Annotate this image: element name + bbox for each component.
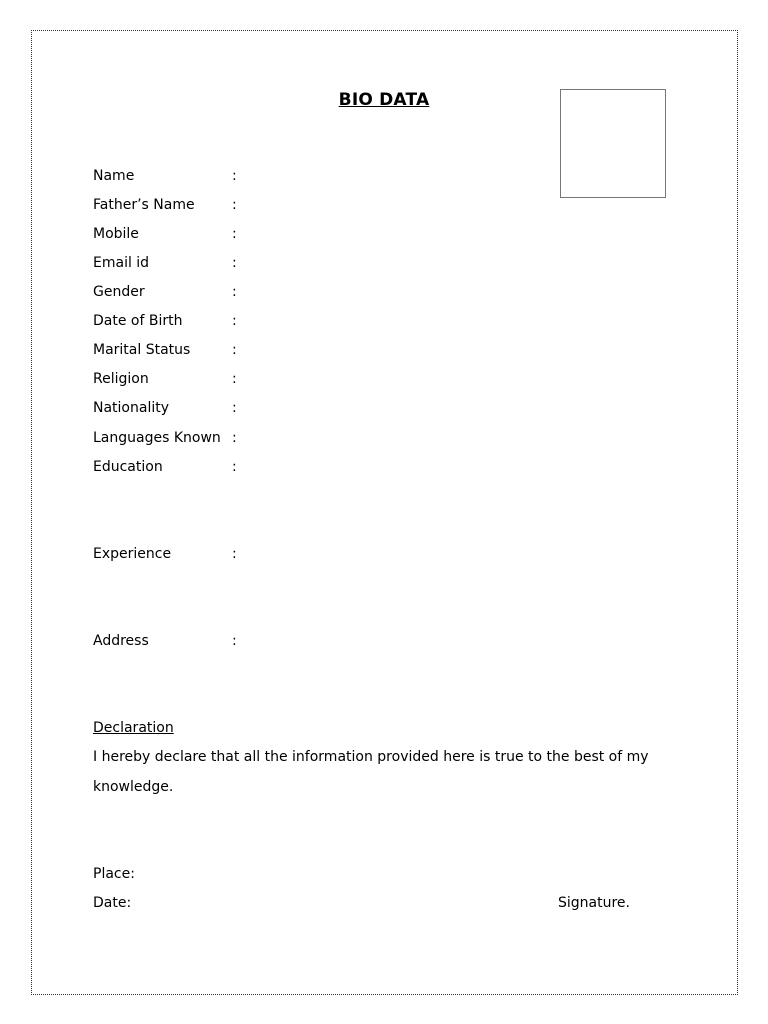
field-label: Father’s Name (93, 197, 195, 213)
field-colon: : (232, 226, 237, 242)
field-colon: : (232, 313, 237, 329)
field-label: Religion (93, 371, 149, 387)
field-label: Education (93, 459, 163, 475)
field-colon: : (232, 197, 237, 213)
field-label: Address (93, 633, 149, 649)
field-colon: : (232, 342, 237, 358)
field-colon: : (232, 430, 237, 446)
field-label: Gender (93, 284, 145, 300)
date-label: Date: (93, 895, 132, 911)
field-colon: : (232, 400, 237, 416)
field-label: Date of Birth (93, 313, 183, 329)
field-label: Email id (93, 255, 150, 271)
field-colon: : (232, 284, 237, 300)
field-label: Mobile (93, 226, 139, 242)
field-colon: : (232, 546, 237, 562)
page-title: BIO DATA (338, 90, 430, 110)
declaration-heading: Declaration (93, 720, 174, 736)
declaration-line-1: I hereby declare that all the information provided here is true to the best of my (93, 749, 649, 765)
field-label: Name (93, 168, 135, 184)
field-label: Marital Status (93, 342, 191, 358)
field-colon: : (232, 633, 237, 649)
field-colon: : (232, 459, 237, 475)
field-colon: : (232, 255, 237, 271)
photo-placeholder (560, 89, 666, 198)
signature-label: Signature. (558, 895, 630, 911)
field-label: Nationality (93, 400, 170, 416)
place-label: Place: (93, 866, 135, 882)
field-label: Languages Known (93, 430, 221, 446)
field-colon: : (232, 168, 237, 184)
field-label: Experience (93, 546, 172, 562)
declaration-line-2: knowledge. (93, 779, 174, 795)
field-colon: : (232, 371, 237, 387)
